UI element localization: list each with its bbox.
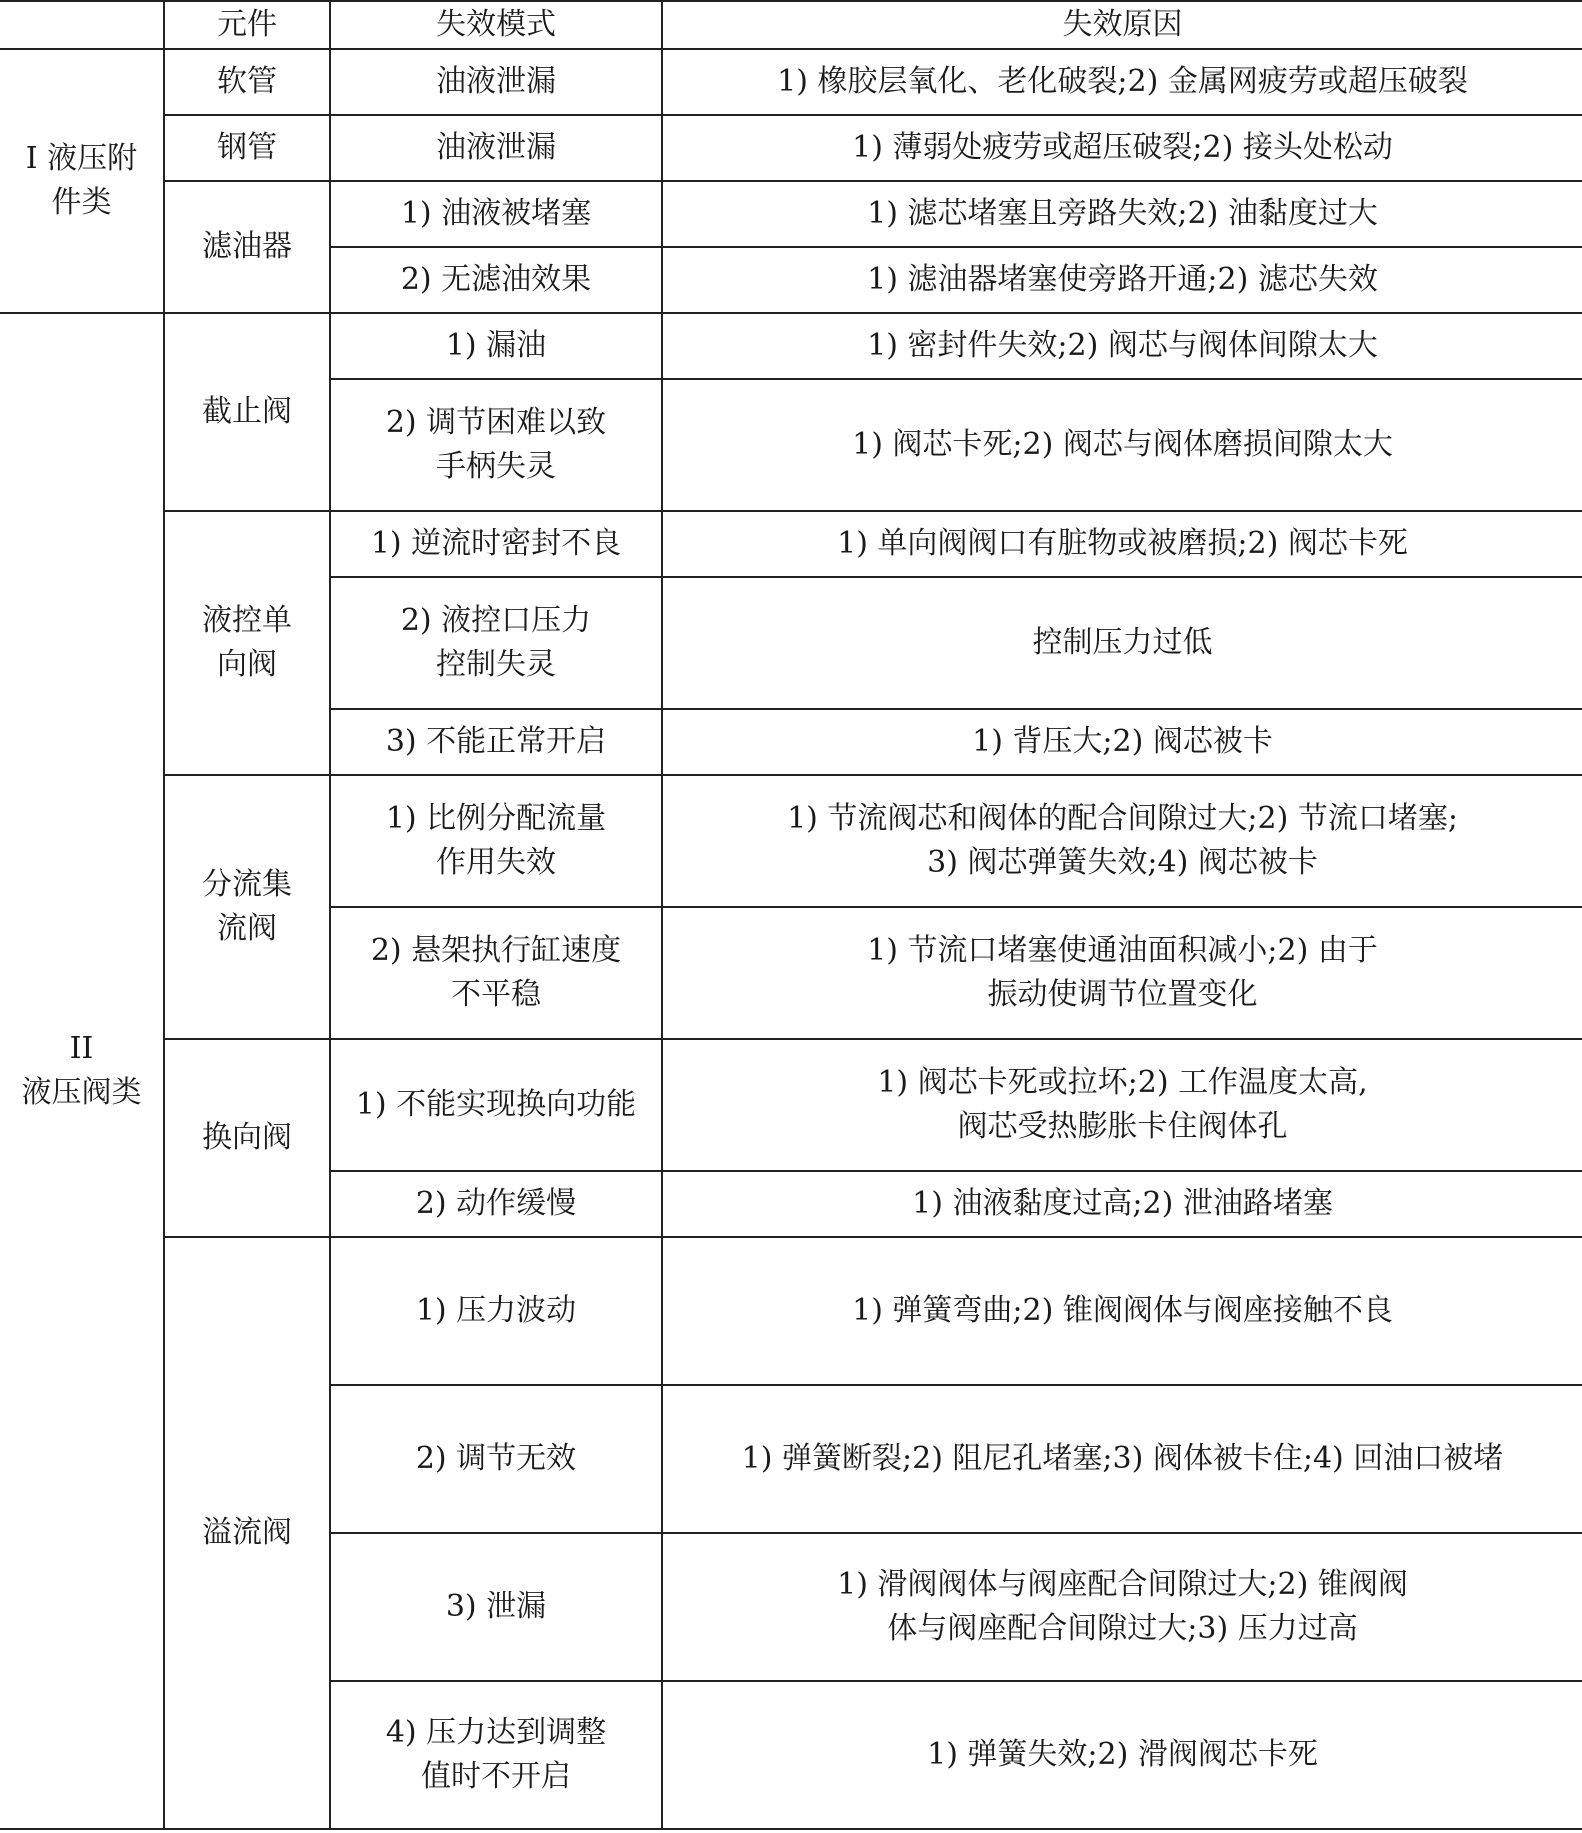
failure-mode-line: 2) 无滤油效果	[400, 262, 592, 297]
failure-cause-cell	[662, 577, 1582, 709]
failure-cause-line: 1) 滑阀阀体与阀座配合间隙过大;2) 锥阀阀	[837, 1567, 1408, 1602]
header-failure-cause: 失效原因	[662, 1, 1582, 49]
failure-cause-line: 1) 弹簧失效;2) 滑阀阀芯卡死	[927, 1737, 1318, 1772]
component-cell	[164, 1237, 330, 1829]
failure-cause-cell	[662, 313, 1582, 379]
table-row	[0, 511, 1582, 577]
failure-mode-line: 1) 逆流时密封不良	[370, 526, 622, 561]
failure-mode-cell	[330, 1533, 662, 1681]
component-line: 液控单	[202, 603, 292, 638]
failure-mode-cell	[330, 247, 662, 313]
failure-mode-line: 2) 调节困难以致	[385, 405, 607, 440]
failure-mode-line: 2) 动作缓慢	[415, 1186, 577, 1221]
component-cell	[164, 115, 330, 181]
failure-cause-line: 体与阀座配合间隙过大;3) 压力过高	[887, 1611, 1358, 1646]
failure-cause-line: 控制压力过低	[1032, 625, 1213, 660]
failure-mode-line: 作用失效	[436, 845, 556, 880]
failure-cause-cell	[662, 1237, 1582, 1385]
failure-cause-cell	[662, 511, 1582, 577]
failure-mode-cell	[330, 313, 662, 379]
component-cell	[164, 1039, 330, 1237]
component-line: 向阀	[217, 647, 277, 682]
failure-mode-line: 2) 悬架执行缸速度	[370, 933, 622, 968]
failure-mode-line: 手柄失灵	[436, 449, 556, 484]
failure-mode-line: 1) 压力波动	[415, 1293, 577, 1328]
table-row	[0, 313, 1582, 379]
failure-cause-line: 1) 密封件失效;2) 阀芯与阀体间隙太大	[867, 328, 1378, 363]
table-row	[0, 49, 1582, 115]
component-line: 滤油器	[202, 229, 292, 264]
category-cell	[0, 49, 164, 313]
failure-cause-cell	[662, 907, 1582, 1039]
failure-cause-line: 1) 阀芯卡死或拉坏;2) 工作温度太高,	[877, 1065, 1368, 1100]
failure-mode-cell	[330, 1171, 662, 1237]
category-line: 件类	[51, 185, 112, 220]
failure-mode-cell	[330, 577, 662, 709]
component-cell	[164, 313, 330, 511]
failure-mode-cell	[330, 775, 662, 907]
failure-cause-line: 1) 单向阀阀口有脏物或被磨损;2) 阀芯卡死	[837, 526, 1408, 561]
failure-cause-cell	[662, 1681, 1582, 1829]
failure-cause-cell	[662, 115, 1582, 181]
failure-mode-line: 1) 不能实现换向功能	[355, 1087, 637, 1122]
failure-mode-line: 1) 油液被堵塞	[400, 196, 592, 231]
failure-cause-cell	[662, 49, 1582, 115]
failure-mode-cell	[330, 511, 662, 577]
failure-mode-line: 油液泄漏	[436, 130, 556, 165]
failure-cause-line: 1) 节流阀芯和阀体的配合间隙过大;2) 节流口堵塞;	[787, 801, 1458, 836]
failure-mode-cell	[330, 907, 662, 1039]
failure-cause-cell	[662, 1533, 1582, 1681]
table-row	[0, 1039, 1582, 1171]
failure-cause-line: 1) 弹簧断裂;2) 阻尼孔堵塞;3) 阀体被卡住;4) 回油口被堵	[741, 1441, 1504, 1476]
failure-cause-cell	[662, 181, 1582, 247]
failure-cause-line: 3) 阀芯弹簧失效;4) 阀芯被卡	[927, 845, 1318, 880]
table-row	[0, 181, 1582, 247]
failure-mode-cell	[330, 1039, 662, 1171]
failure-cause-line: 1) 薄弱处疲劳或超压破裂;2) 接头处松动	[852, 130, 1393, 165]
failure-mode-cell	[330, 1681, 662, 1829]
component-line: 换向阀	[202, 1120, 292, 1155]
table-row	[0, 1237, 1582, 1385]
failure-mode-cell	[330, 1237, 662, 1385]
failure-mode-cell	[330, 181, 662, 247]
failure-cause-cell	[662, 775, 1582, 907]
failure-mode-line: 控制失灵	[436, 647, 556, 682]
failure-cause-line: 1) 节流口堵塞使通油面积减小;2) 由于	[867, 933, 1378, 968]
failure-mode-cell	[330, 379, 662, 511]
component-cell	[164, 181, 330, 313]
failure-cause-cell	[662, 1385, 1582, 1533]
component-line: 软管	[217, 64, 277, 99]
failure-cause-line: 1) 弹簧弯曲;2) 锥阀阀体与阀座接触不良	[852, 1293, 1393, 1328]
failure-mode-cell	[330, 1385, 662, 1533]
failure-mode-line: 4) 压力达到调整	[385, 1715, 607, 1750]
failure-mode-line: 2) 液控口压力	[400, 603, 592, 638]
failure-cause-cell	[662, 1039, 1582, 1171]
header-component: 元件	[164, 1, 330, 49]
category-cell	[0, 313, 164, 1829]
header-category	[0, 1, 164, 49]
failure-cause-line: 1) 油液黏度过高;2) 泄油路堵塞	[912, 1186, 1333, 1221]
failure-cause-line: 振动使调节位置变化	[987, 977, 1258, 1012]
component-cell	[164, 511, 330, 775]
header-failure-mode: 失效模式	[330, 1, 662, 49]
failure-mode-line: 3) 不能正常开启	[385, 724, 607, 759]
category-line: I 液压附	[25, 141, 138, 176]
failure-cause-line: 阀芯受热膨胀卡住阀体孔	[957, 1109, 1288, 1144]
failure-mode-cell	[330, 115, 662, 181]
failure-cause-line: 1) 滤油器堵塞使旁路开通;2) 滤芯失效	[867, 262, 1378, 297]
failure-mode-line: 1) 漏油	[445, 328, 547, 363]
component-line: 截止阀	[202, 394, 292, 429]
component-line: 分流集	[202, 867, 292, 902]
failure-mode-line: 1) 比例分配流量	[385, 801, 607, 836]
failure-mode-line: 3) 泄漏	[445, 1589, 547, 1624]
failure-cause-cell	[662, 1171, 1582, 1237]
failure-cause-line: 1) 背压大;2) 阀芯被卡	[972, 724, 1273, 759]
component-line: 流阀	[217, 911, 277, 946]
failure-mode-line: 2) 调节无效	[415, 1441, 577, 1476]
failure-mode-line: 不平稳	[451, 977, 541, 1012]
failure-cause-cell	[662, 379, 1582, 511]
category-line: II	[69, 1031, 94, 1066]
failure-mode-line: 油液泄漏	[436, 64, 556, 99]
failure-cause-cell	[662, 247, 1582, 313]
table-row	[0, 775, 1582, 907]
header-row	[0, 1, 1582, 49]
failure-mode-line: 值时不开启	[421, 1759, 571, 1794]
component-line: 钢管	[217, 130, 277, 165]
failure-cause-cell	[662, 709, 1582, 775]
table-row	[0, 115, 1582, 181]
component-line: 溢流阀	[202, 1515, 292, 1550]
failure-mode-cell	[330, 49, 662, 115]
component-cell	[164, 775, 330, 1039]
failure-mode-cell	[330, 709, 662, 775]
category-line: 液压阀类	[21, 1075, 142, 1110]
component-cell	[164, 49, 330, 115]
failure-cause-line: 1) 阀芯卡死;2) 阀芯与阀体磨损间隙太大	[852, 427, 1393, 462]
failure-cause-line: 1) 滤芯堵塞且旁路失效;2) 油黏度过大	[867, 196, 1378, 231]
failure-cause-line: 1) 橡胶层氧化、老化破裂;2) 金属网疲劳或超压破裂	[777, 64, 1468, 99]
